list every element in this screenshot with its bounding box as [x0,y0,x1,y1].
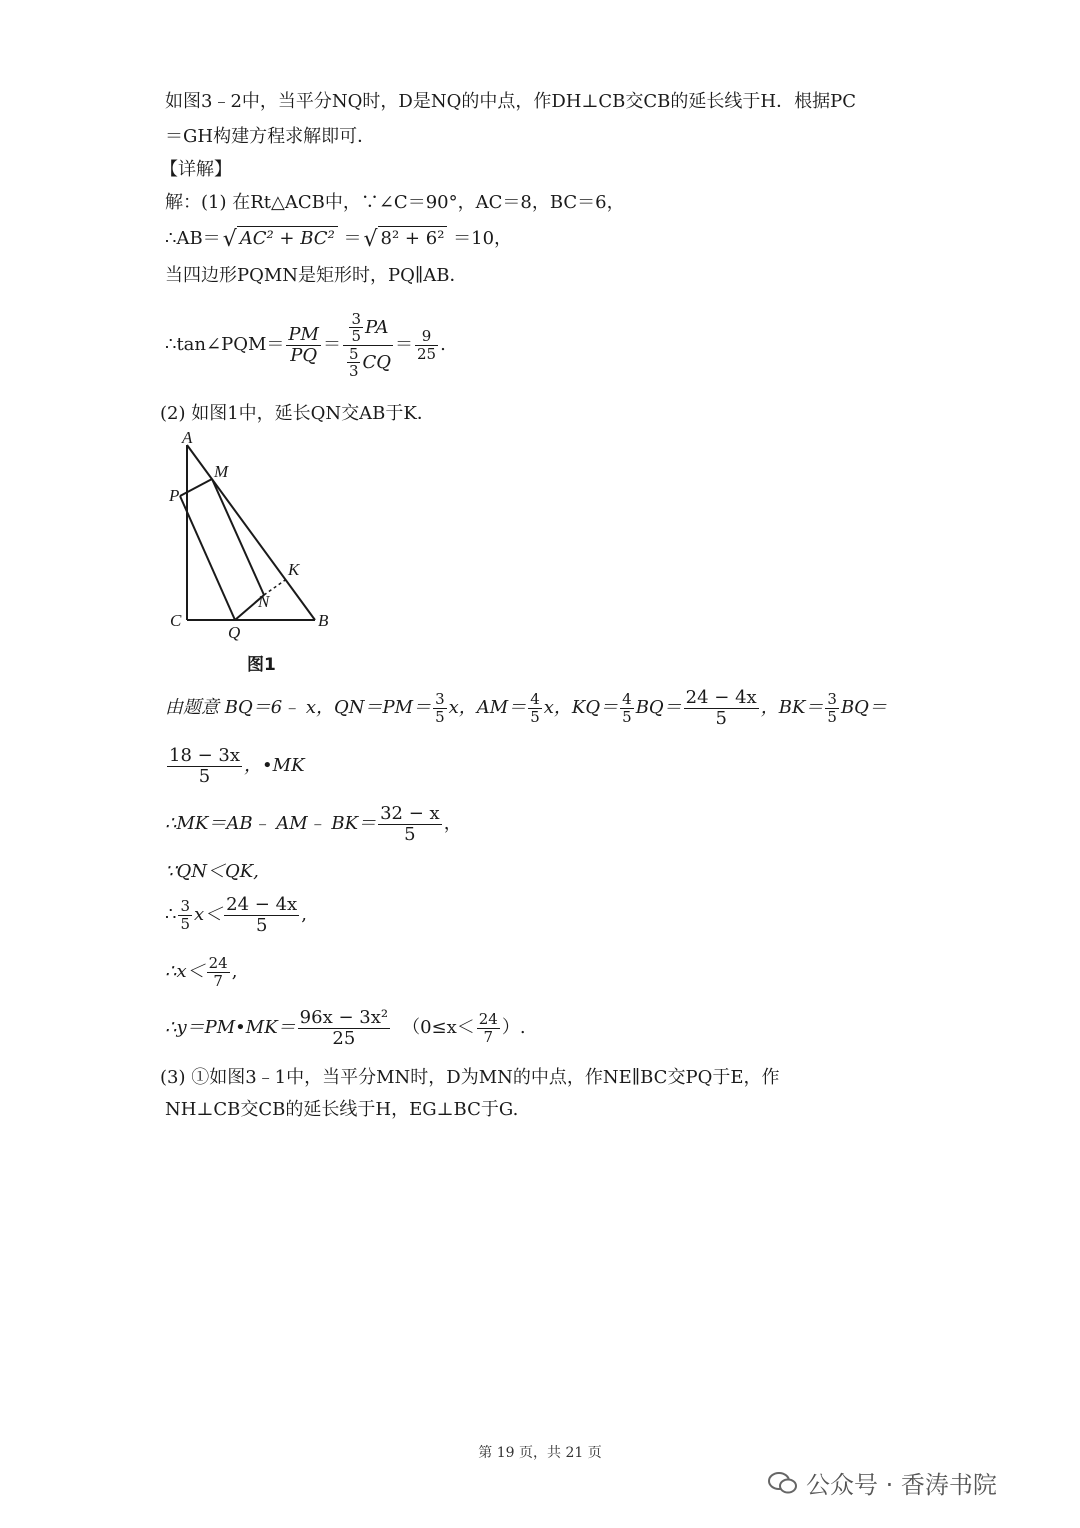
label-B: B [318,611,329,630]
triangle-figure [160,425,360,685]
part1-line-1: 解：(1) 在Rt△ACB中，∵∠C＝90°，AC＝8，BC＝6， [165,192,625,213]
label-Q: Q [228,623,241,642]
ab-eq: ＝ [343,228,362,249]
intro-line-2: ＝GH构建方程求解即可． [165,126,376,147]
part2-line-1: (2) 如图1中，延长QN交AB于K． [160,403,435,424]
ab-equation [165,226,512,252]
label-A: A [182,428,193,447]
bk-value-line: 18 − 3x 5 ，•MK [169,744,305,787]
tan-result: 9 25 [417,327,437,363]
mk-line: ∴MK＝AB﹣ AM﹣ BK＝ 32 − x 5 ， [165,802,462,845]
ab-radicand-1: AC² + BC² [237,226,338,251]
label-N: N [258,592,270,611]
figure-caption: 图1 [247,655,276,675]
tan-prefix: ∴tan∠PQM＝ [165,334,285,355]
intro-line-1: 如图3﹣2中，当平分NQ时，D是NQ的中点，作DH⊥CB交CB的延长线于H．根据PC [165,91,856,112]
label-P: P [169,486,180,505]
ab-result: ＝10， [453,228,513,249]
y-equation: ∴y＝PM•MK＝ 96x − 3x² 25 （0≤x＜ 24 7 ）. [165,1006,526,1049]
ineq-3: ∴x＜ 24 7 , [165,954,238,990]
ineq-2: ∴ 3 5 x＜ 24 − 4x 5 , [165,893,307,936]
label-C: C [170,611,182,630]
tan-fraction: PM PQ [288,323,319,366]
ab-prefix: ∴AB＝ [165,228,221,249]
page-footer: 第 19 页，共 21 页 [478,1445,602,1461]
label-K: K [288,560,300,579]
tan-equation: ∴tan∠PQM＝ PM PQ ＝ $\frac{3}{5}$ PA $\frac{5}{3}$ CQ ＝ 9 25 . [165,309,446,380]
part3-line-1: (3) ①如图3﹣1中，当平分MN时，D为MN的中点，作NE∥BC交PQ于E，作 [160,1067,780,1088]
tan-compound-fraction: $\frac{3}{5}$ PA $\frac{5}{3}$ CQ [343,311,393,380]
part3-line-2: NH⊥CB交CB的延长线于H，EG⊥BC于G. [165,1099,519,1120]
wechat-icon [768,1471,798,1495]
label-M: M [214,462,229,481]
sqrt-icon: √ [363,227,378,252]
sqrt-icon: √ [222,227,237,252]
detail-heading: 【详解】 [160,159,232,180]
ab-radicand-2: 8² + 6² [378,226,448,251]
ineq-1: ∵QN＜QK, [165,861,259,882]
given-line: 由题意 BQ＝6﹣ x，QN＝PM＝ 3 5 x，AM＝ 4 5 x，KQ＝ 4 5 BQ＝ 24 − 4x 5 ，BK＝ 3 5 BQ＝ [165,686,887,729]
watermark-text: 公众号 · 香涛书院 [806,1471,997,1499]
watermark [768,1465,997,1500]
rect-line: 当四边形PQMN是矩形时，PQ∥AB． [165,265,468,286]
